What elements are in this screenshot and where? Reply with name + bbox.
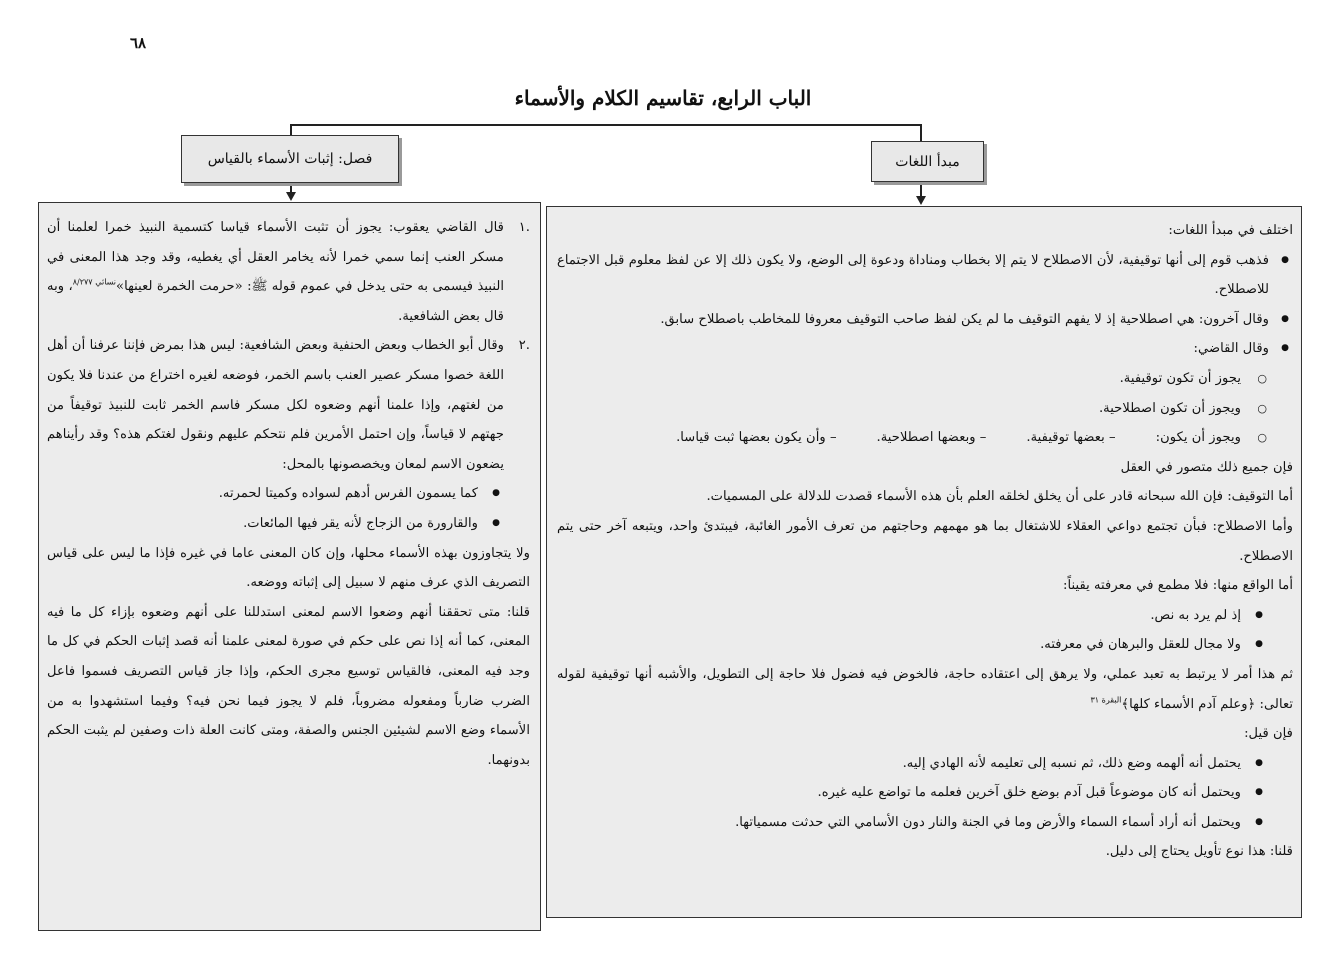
view-item: ● وقال آخرون: هي اصطلاحية إذ لا يفهم التوقيف ما لم يكن لفظ صاحب التوقيف معروفا للمخاطب باصطلاح سابق. (557, 305, 1269, 335)
section-header-qiyas (181, 135, 399, 183)
split-option: – وأن يكون بعضها ثبت قياسا. (676, 430, 837, 446)
split-option: – وبعضها اصطلاحية. (876, 430, 987, 446)
objection-item: ● ويحتمل أنه كان موضوعاً قبل آدم بوضع خلق آخرين فعلمه ما تواضع عليه غيره. (557, 778, 1241, 808)
view-item: ● فذهب قوم إلى أنها توقيفية، لأن الاصطلاح لا يتم إلا بخطاب ومناداة ودعوة إلى الوضع، ولا يكون ذلك إلا عن لفظ معلوم قبل الاجتماع للاصطلاح. (557, 246, 1269, 305)
example-item: ● كما يسمون الفرس أدهم لسواده وكميتا لحمرته. (47, 479, 478, 509)
objections-list (557, 749, 1293, 838)
qadi-option (557, 423, 1241, 453)
opinion-number: .١ (518, 220, 530, 235)
paragraph: قلنا: متى تحققنا أنهم وضعوا الاسم لمعنى استدللنا على أنهم وضعوه بإزاء كل ما فيه المعنى، كما أنه إذا نص على حكم في صورة لمعنى علمنا أنه قصد إثبات الحكم في كل ما وجد فيه المعنى، فالقياس توسيع مجرى الحكم، وإذا جاز قياس التصريف فسموا فاعل الضرب ضارباً ومفعوله مضروباً، فلم لا يجوز فيما نحن فيه؟ وفيما استشهدوا به من الأسماء وضع الاسم لشيئين الجنس والصفة، ومتى كانت العلة ذات وصفين لم يثبت الحكم بدونهما. (47, 604, 530, 768)
section-header-qiyas-label: فصل: إثبات الأسماء بالقياس (207, 151, 373, 167)
opinions-list (47, 213, 530, 479)
split-option: – بعضها توقيفية. (1026, 430, 1116, 446)
page-number: ٦٨ (130, 34, 147, 52)
objection-item: ● ويحتمل أنه أراد أسماء السماء والأرض وما في الجنة والنار دون الأسامي التي حدثت مسمياتها. (557, 808, 1241, 838)
example-item: ● والقارورة من الزجاج لأنه يقر فيها المائعات. (47, 509, 478, 539)
qadi-option: ○ ويجوز أن تكون اصطلاحية. (557, 394, 1241, 424)
section-header-origin (871, 141, 984, 182)
examples-list (47, 479, 530, 538)
paragraph-text: ثم هذا أمر لا يرتبط به تعبد عملي، ولا يرهق إلى اعتقاده حاجة، فالخوض فيه فضول فلا حاجة إلى التطويل، والأشبه أنها توقيفية لقوله تعالى: ﴿وعلم آدم الأسماء كلها﴾ (557, 666, 1293, 712)
opinion-text: وقال أبو الخطاب وبعض الحنفية وبعض الشافعية: ليس هذا بمرض فإننا عرفنا أن أهل اللغة خصوا مسكر عصير العنب باسم الخمر، فوضعه لغيره اختراع من عندنا فلا يكون من لغتهم، وإذا علمنا أنهم وضعوه لكل مسكر فاسم الخمر ثابت للنبيذ توقيفاً من جهتهم لا قياساً، وإن احتمل الأمرين فلم نتحكم عليهم ونقول لغتكم هذه؟ وقد رأيناهم يضعون الاسم لمعان ويخصصونها بالمحل: (47, 338, 504, 472)
paragraph: فإن قيل: (1244, 726, 1293, 742)
intro-line: اختلف في مبدأ اللغات: (1168, 223, 1293, 238)
paragraph: أما الواقع منها: فلا مطمع في معرفته يقيناً: (1063, 578, 1293, 594)
section-header-origin-label: مبدأ اللغات (895, 153, 960, 170)
paragraph: فإن جميع ذلك متصور في العقل (1120, 459, 1293, 475)
paragraph (557, 660, 1293, 719)
paragraph: أما التوقيف: فإن الله سبحانه قادر على أن يخلق لخلقه العلم بأن هذه الأسماء قصدت للدلالة على المسميات. (706, 489, 1293, 505)
connector-horizontal (290, 124, 921, 126)
qadi-option: ○ يجوز أن تكون توقيفية. (557, 364, 1241, 394)
views-list (557, 246, 1293, 364)
reason-item: ● ولا مجال للعقل والبرهان في معرفته. (557, 630, 1241, 660)
hadith-reference: نسائي ٨/٢٧٧ (72, 277, 117, 287)
opinion-number: .٢ (518, 338, 530, 354)
arrow-down-right-icon (916, 196, 926, 205)
paragraph: ولا يتجاوزون بهذه الأسماء محلها، وإن كان المعنى عاما في غيره فإذا ما ليس على قياس التصريف الذي عرف منهم لا سبيل إلى إثباته ووضعه. (47, 545, 530, 591)
waqi-reasons-list (557, 601, 1293, 660)
qiyas-panel (38, 202, 541, 931)
objection-item: ● يحتمل أنه ألهمه وضع ذلك، ثم نسبه إلى تعليمه لأنه الهادي إليه. (557, 749, 1241, 779)
qadi-option-lead: ○ ويجوز أن يكون: (1155, 430, 1241, 446)
quran-reference: البقرة ٣١ (1090, 695, 1122, 705)
opinion-item (47, 213, 530, 331)
qadi-options-list (557, 364, 1293, 453)
origin-panel (546, 206, 1302, 918)
opinion-item (47, 331, 530, 479)
opinion-text-end: ، وبه قال بعض الشافعية. (47, 279, 504, 324)
reason-item: ● إذ لم يرد به نص. (557, 601, 1241, 631)
connector-right-down (920, 182, 922, 197)
paragraph: قلنا: هذا نوع تأويل يحتاج إلى دليل. (1105, 844, 1293, 860)
paragraph: وأما الاصطلاح: فبأن تجتمع دواعي العقلاء للاشتغال بما هو مهمهم وحاجتهم من تعرف الأمور الغائبة، فيبتدئ واحد، ويتبعه آخر حتى يتم الاصطلاح. (557, 518, 1293, 564)
opinion-text: قال القاضي يعقوب: يجوز أن تثبت الأسماء قياسا كتسمية النبيذ خمرا لعلمنا أن مسكر العنب إنما سمي خمرا لأنه يخامر العقل أي يغطيه، وقد وجد هذا المعنى في النبيذ فيسمى به حتى يدخل في عموم قوله ﷺ: «حرمت الخمرة لعينها» (47, 220, 504, 295)
arrow-down-left-icon (286, 192, 296, 201)
connector-right-drop (920, 124, 922, 142)
chapter-title: الباب الرابع، تقاسيم الكلام والأسماء (514, 86, 812, 110)
view-item: ● وقال القاضي: (557, 334, 1269, 364)
